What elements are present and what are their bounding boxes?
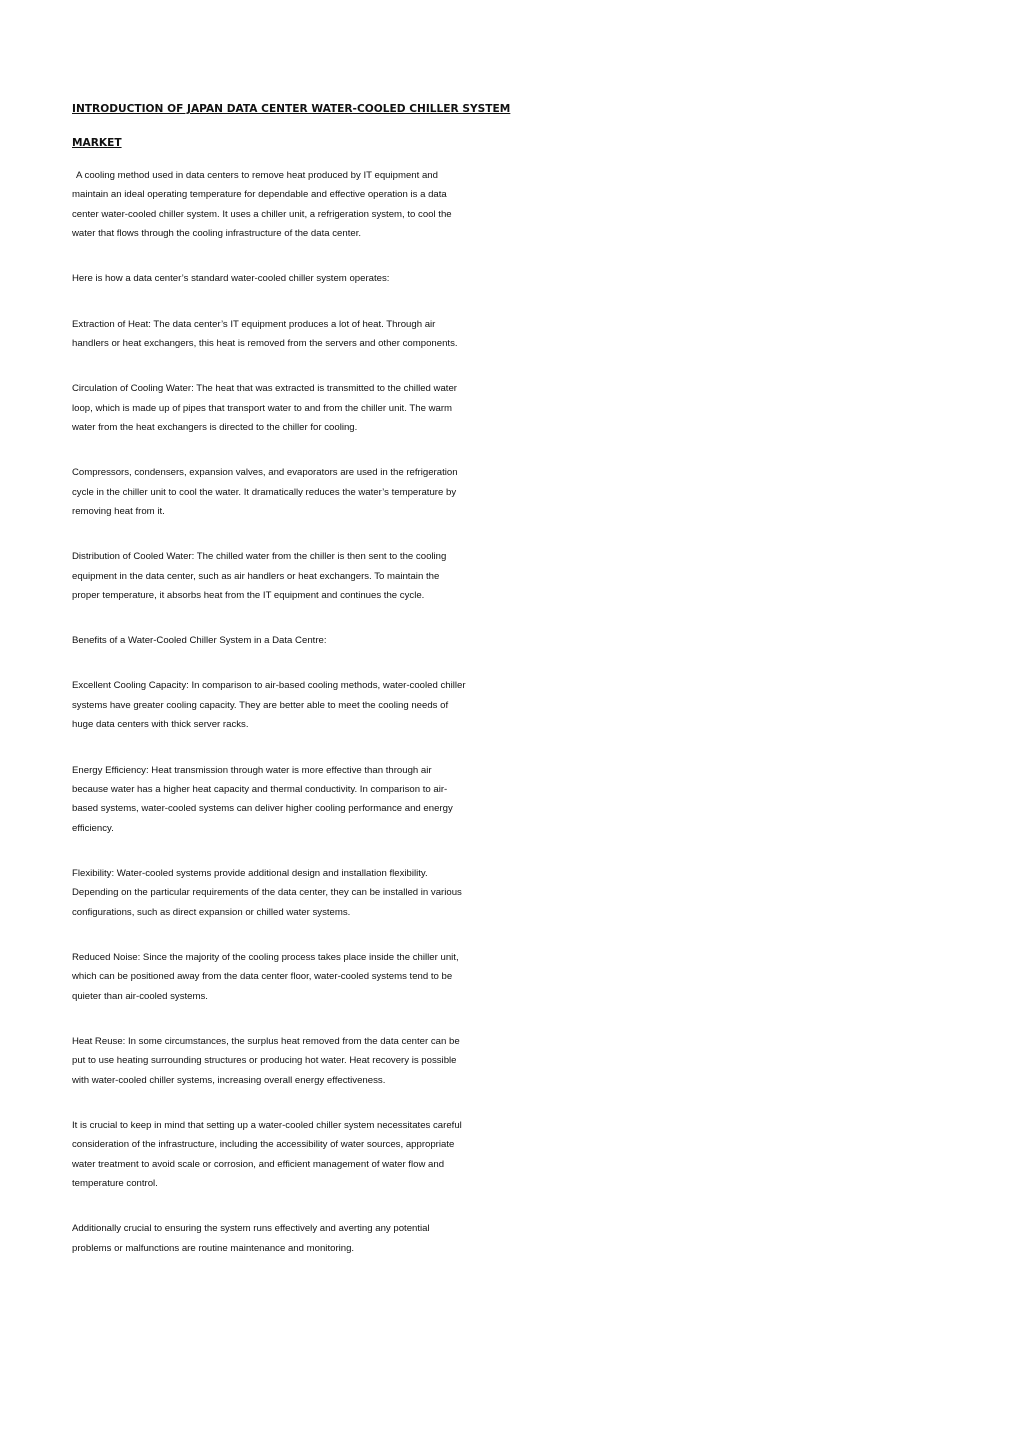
paragraph-maintenance: Additionally crucial to ensuring the system runs effectively and averting any potential problems or malfunctions are routine maintenance and monitoring. [72, 1223, 430, 1254]
paragraph-distribution: Distribution of Cooled Water: The chilled water from the chiller is then sent to the cooling equipment in the data center, such as air handlers or heat exchangers. To maintain the proper temperature, it absorbs heat from the IT equipment and continues the cycle. [72, 551, 447, 602]
paragraph-how-it-operates: Here is how a data center’s standard water-cooled chiller system operates: [72, 273, 390, 285]
paragraph-extraction-of-heat: Extraction of Heat: The data center’s IT equipment produces a lot of heat. Through air handlers or heat exchangers, this heat is removed from the servers and other components. [72, 318, 458, 350]
paragraph-cooling-capacity: Excellent Cooling Capacity: In comparison to air-based cooling methods, water-cooled chiller systems have greater cooling capacity. They are better able to meet the cooling needs of huge data centers with thick server racks. [72, 680, 466, 731]
paragraph-circulation-of-water: Circulation of Cooling Water: The heat that was extracted is transmitted to the chilled water loop, which is made up of pipes that transport water to and from the chiller unit. The warm water from the heat exchangers is directed to the chiller for cooling. [72, 383, 458, 434]
title-line-2: MARKET [72, 137, 122, 149]
paragraph-reduced-noise: Reduced Noise: Since the majority of the cooling process takes place inside the chiller unit, which can be positioned away from the data center floor, water-cooled systems tend to be quieter than air-cooled systems. [72, 951, 459, 1002]
paragraph-refrigeration-cycle: Compressors, condensers, expansion valves, and evaporators are used in the refrigeration cycle in the chiller unit to cool the water. It dramatically reduces the water’s temperature by removing heat from it. [72, 467, 458, 518]
paragraph-infrastructure: It is crucial to keep in mind that setting up a water-cooled chiller system necessitates careful consideration of the infrastructure, including the accessibility of water sources, appropriate water treatment to avoid scale or corrosion, and efficient management of water flow and temperature control. [72, 1119, 462, 1190]
document-page [72, 92, 511, 1284]
paragraph-benefits-heading: Benefits of a Water-Cooled Chiller System in a Data Centre: [72, 635, 327, 647]
paragraph-energy-efficiency: Energy Efficiency: Heat transmission through water is more effective than through air because water has a higher heat capacity and thermal conductivity. In comparison to air- based systems, water-cooled systems can deliver higher cooling performance and energy efficiency. [72, 764, 453, 834]
paragraph-intro: A cooling method used in data centers to remove heat produced by IT equipment and maintain an ideal operating temperature for dependable and effective operation is a data center water-cooled chiller system. It uses a chiller unit, a refrigeration system, to cool the water that flows through the cooling infrastructure of the data center. [72, 170, 452, 240]
paragraph-heat-reuse: Heat Reuse: In some circumstances, the surplus heat removed from the data center can be put to use heating surrounding structures or producing hot water. Heat recovery is possible with water-cooled chiller systems, increasing overall energy effectiveness. [72, 1035, 460, 1086]
document-title [72, 92, 511, 160]
paragraph-flexibility: Flexibility: Water-cooled systems provide additional design and installation flexibility. Depending on the particular requirements of the data center, they can be installed in various configurations, such as direct expansion or chilled water systems. [72, 867, 462, 918]
title-line-1: INTRODUCTION OF JAPAN DATA CENTER WATER-COOLED CHILLER SYSTEM [72, 103, 511, 115]
